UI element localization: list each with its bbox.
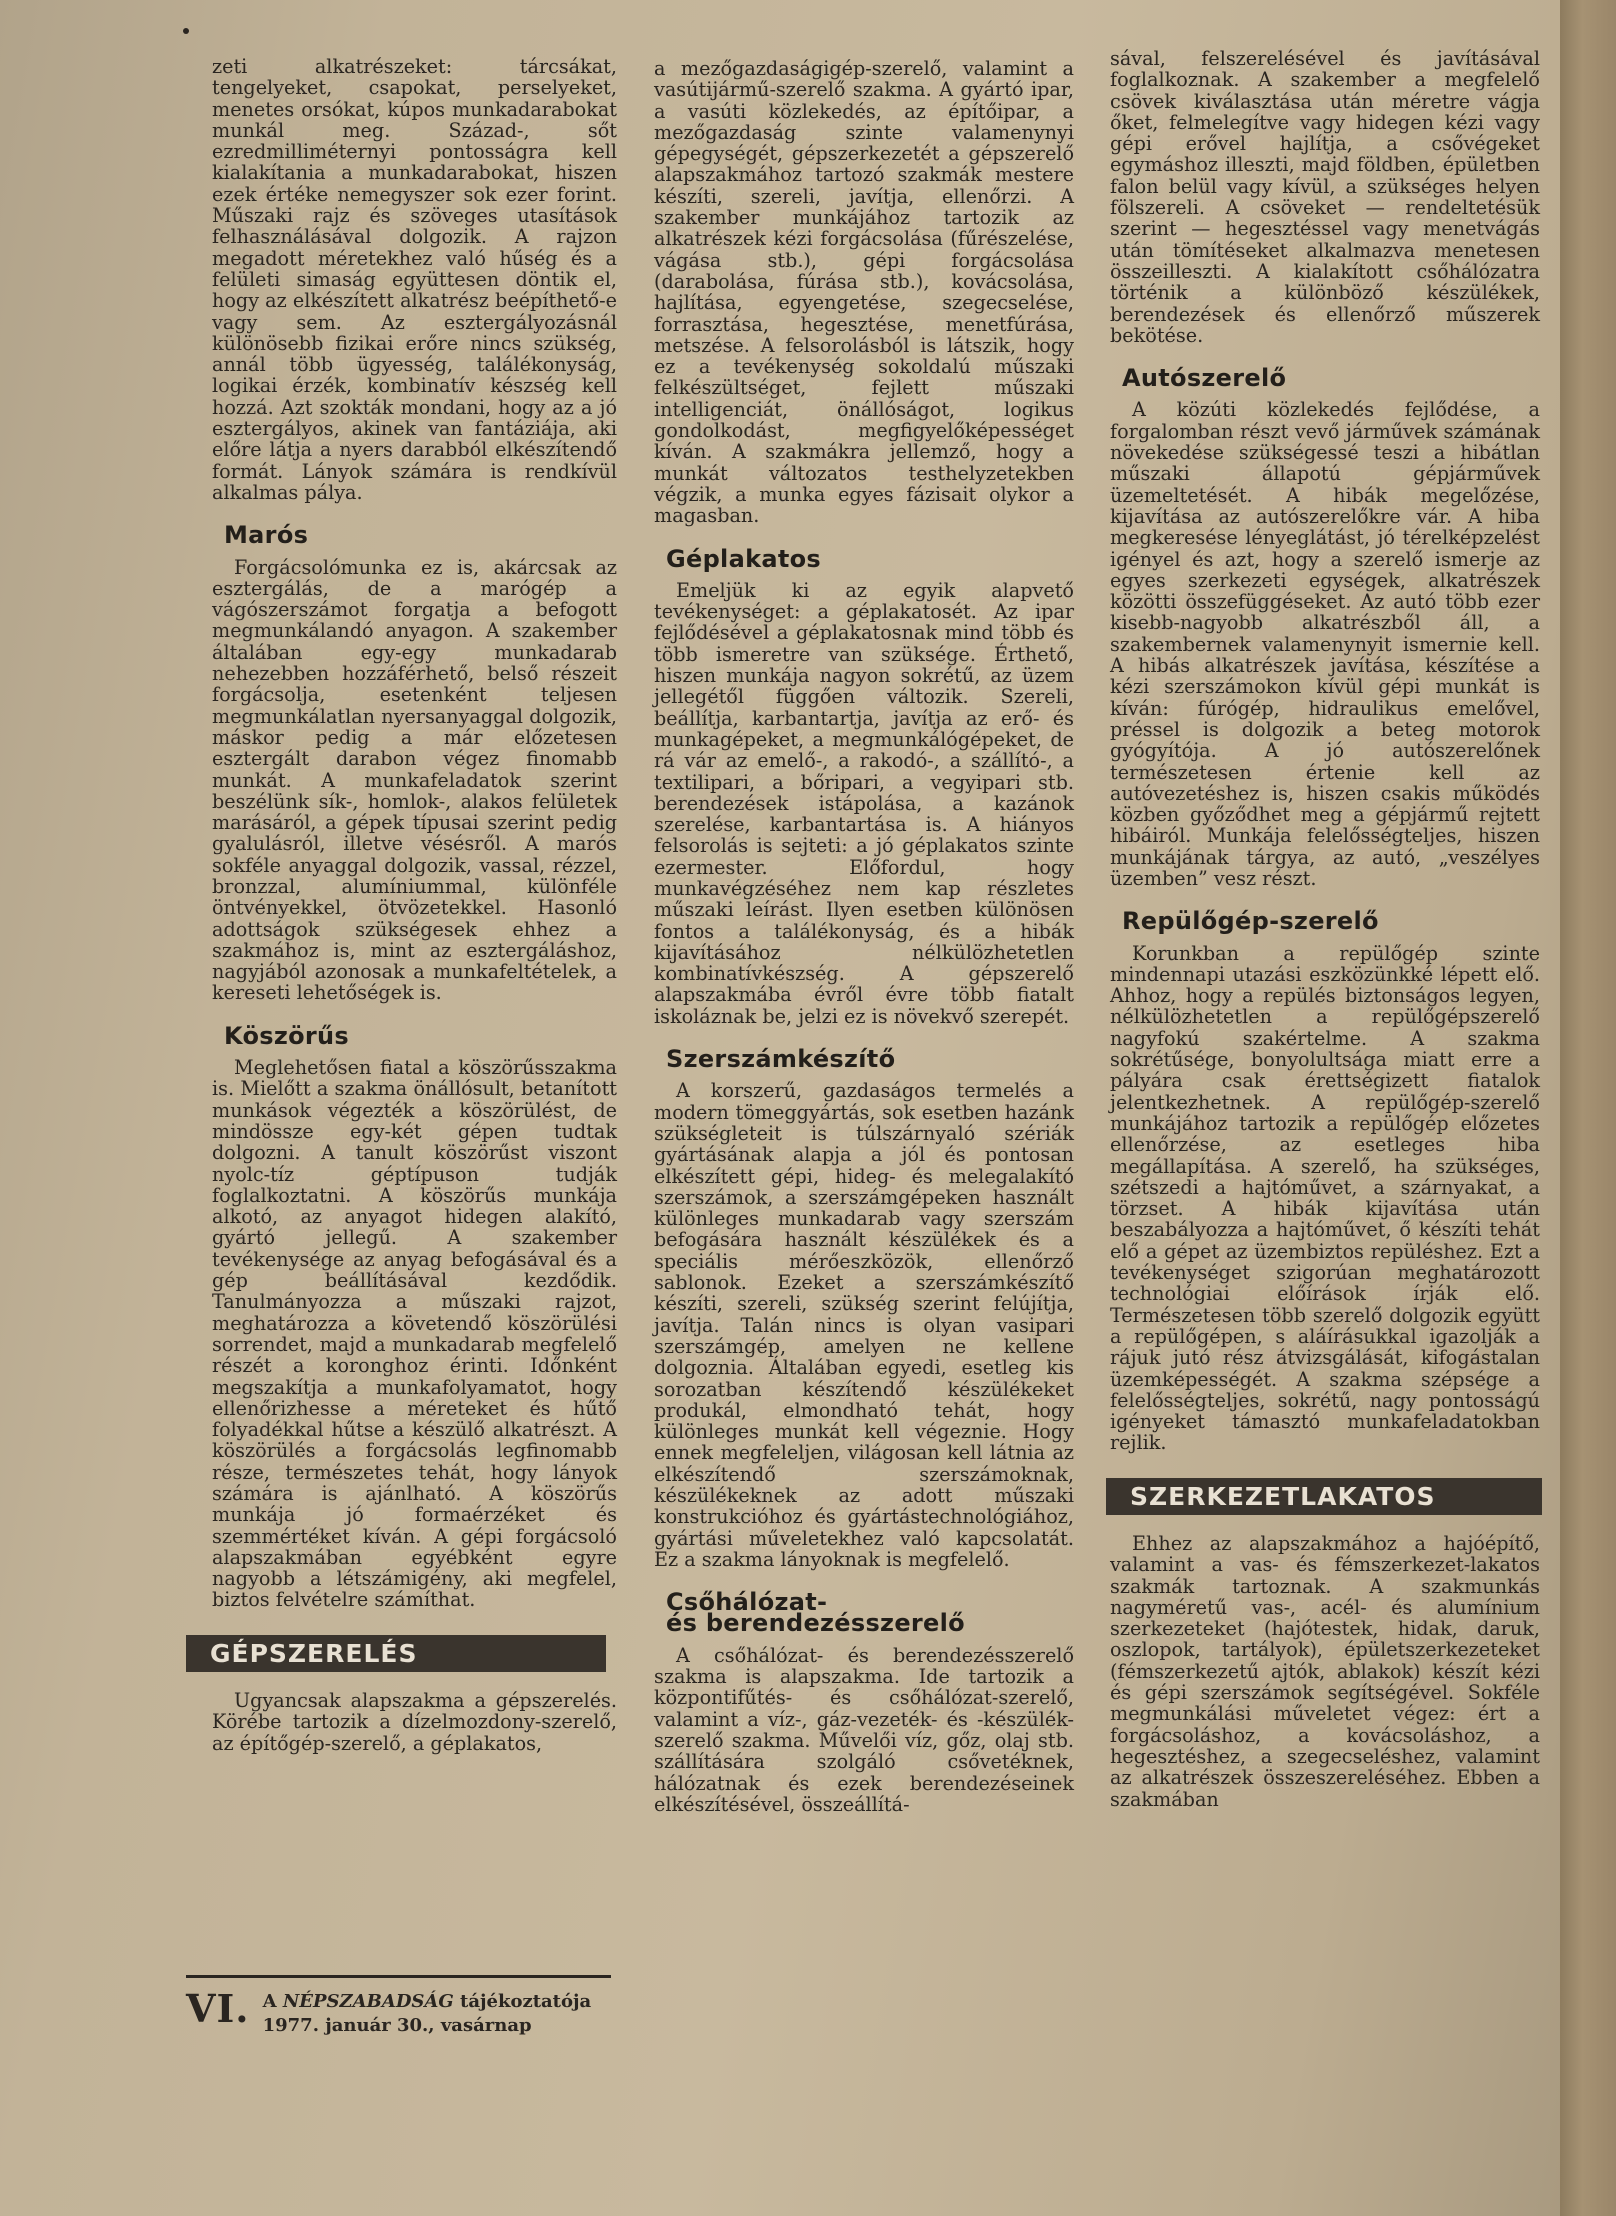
footer-prefix: A [262, 1991, 283, 2012]
section-bar-gepszereles: GÉPSZERELÉS [186, 1635, 606, 1672]
heading-koszorus: Köszörűs [224, 1021, 350, 1050]
heading-maros: Marós [224, 521, 309, 550]
heading-csohalozat-line2: és berendezésszerelő [666, 1609, 965, 1638]
szerkezetlakatos-paragraph: Ehhez az alapszakmához a hajóépítő, valamint a vas- és fémszerkezet-lakatos szakmák tartoznak. A szakmunkás nagyméretű vas-, acél- és alumínium szerkezeteket (hajótestek, hidak, daruk, oszlopok, tartályok), épületszerkezeteket (fémszerkezetű ajtók, ablakok) készít kézi és gépi szerszámok segítségével. Sokféle megmunkálási műveletet végez: ért a forgácsoláshoz, a kovácsoláshoz, a hegesztéshez, a szegecseléshez, valamint az alkatrészek összeszereléséhez. Ebben a szakmában [1110, 1532, 1540, 1811]
gepszereles-paragraph: Ugyancsak alapszakma a gépszerelés. Körébe tartozik a dízelmozdony-szerelő, az építőgép-szerelő, a géplakatos, [212, 1689, 617, 1755]
autoszerelo-paragraph: A közúti közlekedés fejlődése, a forgalomban részt vevő járművek számának növekedése szükségessé teszi a hibátlan műszaki állapotú gépjárművek üzemeltetését. A hibák megelőzése, kijavítása az autószerelőkre vár. A hiba megkeresése lényeglátást, jó térelképzelést igényel és azt, hogy a szerelő ismerje az egyes szerkezeti egységek, alkatrészek közötti összefüggéseket. Az autó több ezer kisebb-nagyobb alkatrészből áll, a szakembernek valamenynyit ismernie kell. A hibás alkatrészek javítása, készítése a kézi szerszámokon kívül gépi munkát is kíván: fúrógép, hidraulikus emelővel, préssel is dolgozik a beteg motorok gyógyítója. A jó autószerelőnek természetesen értenie kell az autóvezetéshez is, hiszen csakis működés közben győződhet meg a gépjármű rejtett hibáiról. Munkája felelősségteljes, hiszen munkájának tárgya, az autó, „veszélyes üzemben” vesz részt. [1110, 398, 1540, 890]
csohalozat-paragraph: A csőhálózat- és berendezésszerelő szakma is alapszakma. Ide tartozik a központifűtés- és csőhálózat-szerelő, valamint a víz-, gáz-vezeték- és -készülék-szerelő szakma. Művelői víz, gőz, olaj stb. szállítására szolgáló csővetéknek, hálózatnak és ezek berendezéseinek elkészítésével, összeállítá- [654, 1643, 1074, 1816]
newspaper-name: NÉPSZABADSÁG [282, 1991, 454, 2012]
repulogep-paragraph: Korunkban a repülőgép szinte mindennapi utazási eszközünkké lépett elő. Ahhoz, hogy a repülés biztonságos legyen, nélkülözhetetlen a repülőgépszerelő nagyfokú szakértelme. A szakma sokrétűsége, bonyolultsága miatt erre a pályára csak érettségizett fiatalok jelentkezhetnek. A repülőgép-szerelő munkájához tartozik a repülőgép előzetes ellenőrzése, az esetleges hiba megállapítása. A szerelő, ha szükséges, szétszedi a hajtóművet, a szárnyakat, a törzset. A hibák kijavítása után beszabályozza a hajtóművet, ő készíti tehát elő a gépet az üzembiztos repüléshez. Ezt a tevékenységet szigorúan meghatározott technológiai előírások írják elő. Természetesen több szerelő dolgozik együtt a repülőgépen, s aláírásukkal igazolják a rájuk jutó rész átvizsgálását, kifogástalan üzemképességét. A szakma szépsége a felelősségteljes, sokrétű, nagy pontosságú igényeket támasztó munkafeladatokban rejlik. [1110, 941, 1540, 1455]
column-1 [212, 56, 617, 1754]
section-bar-szerkezetlakatos: SZERKEZETLAKATOS [1106, 1478, 1542, 1515]
szerszamkeszito-paragraph: A korszerű, gazdaságos termelés a modern tömeggyártás, sok esetben hazánk szükségleteit is túlszárnyaló szériák gyártásának alapja a jól és pontosan elkészített gépi, hideg- és melegalakító szerszámok, a szerszámgépeken használt különleges munkadarab vagy szerszám befogására használt készülékek és a speciális mérőeszközök, ellenőrző sablonok. Ezeket a szerszámkészítő készíti, szereli, szükség szerint felújítja, javítja. Talán nincs is olyan vasipari szerszámgép, amelyen ne kellene dolgoznia. Általában egyedi, esetleg kis sorozatban készítendő készülékeket produkál, elmondható tehát, hogy különleges munkát kell végeznie. Hogy ennek megfeleljen, világosan kell látnia az elkészítendő szerszámoknak, készülékeknek az adott műszaki konstrukcióhoz és gyártástechnológiához, gyártási műveletekhez való kapcsolatát. Ez a szakma lányoknak is megfelelő. [654, 1079, 1074, 1571]
print-dot [183, 28, 189, 34]
geplakatos-paragraph: Emeljük ki az egyik alapvető tevékenységet: a géplakatosét. Az ipar fejlődésével a géplakatosnak mind több és több ismeretre van szüksége. Érthető, hiszen munkája nagyon sokrétű, az üzem jellegétől függően változik. Szereli, beállítja, karbantartja, javítja az erő- és munkagépeket, a megmunkálógépeket, de rá vár az emelő-, a rakodó-, a szállító-, a textilipari, a bőripari, a vegyipari stb. berendezések istápolása, a kazánok szerelése, karbantartása is. A hiányos felsorolás is sejteti: a jó géplakatos szinte ezermester. Előfordul, hogy munkavégzéséhez nem kap részletes műszaki leírást. Ilyen esetben különösen fontos a találékonyság, és a hibák kijavításához nélkülözhetetlen kombinatívkészség. A gépszerelő alapszakmába évről évre több fiatalt iskoláznak be, jelzi ez is növekvő szerepét. [654, 578, 1074, 1028]
next-page-edge [1560, 0, 1616, 2216]
heading-autoszerelo: Autószerelő [1122, 364, 1287, 393]
page-number-roman: VI. [186, 1986, 250, 2031]
footer-text [263, 1990, 592, 2038]
gepszereles-continued-paragraph: a mezőgazdaságigép-szerelő, valamint a vasútijármű-szerelő szakma. A gyártó ipar, a vasúti közlekedés, az építőipar, a mezőgazdaság szinte valamenynyi gépegységét, gépszerkezetét a gépszerelő alapszakmához tartozó szakmák mestere készíti, szereli, javítja, ellenőrzi. A szakember munkájához tartozik az alkatrészek kézi forgácsolása (fűrészelése, vágása stb.), gépi forgácsolása (darabolása, fúrása stb.), kovácsolása, hajlítása, egyengetése, szegecselése, forrasztása, hegesztése, menetfúrása, metszése. A felsorolásból is látszik, hogy ez a tevékenység sokoldalú műszaki felkészültséget, fejlett műszaki intelligenciát, önállóságot, logikus gondolkodást, megfigyelőképességet kíván. A szakmákra jellemző, hogy a munkát változatos testhelyzetekben végzik, a munka egyes fázisait olykor a magasban. [654, 57, 1074, 528]
page-footer [186, 1975, 611, 2038]
koszorus-paragraph: Meglehetősen fiatal a köszörűsszakma is. Mielőtt a szakma önállósult, betanított munkások végezték a köszörülést, de mindössze egy-két gépen tudtak dolgozni. A tanult köszörűst viszont nyolc-tíz géptípuson tudják foglalkoztatni. A köszörűs munkája alkotó, az anyagot hidegen alakító, gyártó jellegű. A szakember tevékenysége az anyag befogásával és a gép beállításával kezdődik. Tanulmányozza a műszaki rajzot, meghatározza a követendő köszörülési sorrendet, majd a munkadarab megfelelő részét a koronghoz érinti. Időnként megszakítja a munkafolyamatot, hogy ellenőrizhesse a méreteket és hűtő folyadékkal hűtse a készülő alkatrészt. A köszörülés a forgácsolás legfinomabb része, természetes tehát, hogy lányok számára is ajánlható. A köszörűs munkája jó formaérzéket és szemmértéket kíván. A gépi forgácsoló alapszakmában egyébként egyre nagyobb a létszámigény, aki megfelel, biztos felvételre számíthat. [212, 1056, 617, 1612]
column-3 [1110, 48, 1540, 1810]
esztergalyos-paragraph: zeti alkatrészeket: tárcsákat, tengelyeket, csapokat, perselyeket, menetes orsókat, kúpos munkadarabokat munkál meg. Század-, sőt ezredmilliméternyi pontosságra kell kialakítania a munkadarabokat, hiszen ezek értéke nemegyszer sok ezer forint. Műszaki rajz és szöveges utasítások felhasználásával dolgozik. A rajzon megadott méretekhez való hűség és a felületi simaság együttesen döntik el, hogy az elkészített alkatrész beépíthető-e vagy sem. Az esztergályozásnál különösebb fizikai erőre nincs szükség, annál több ügyesség, találékonyság, logikai érzék, kombinatív készség kell hozzá. Azt szokták mondani, hogy az a jó esztergályos, akinek van fantáziája, aki előre látja a nyers darabból elkészítendő formát. Lányok számára is rendkívül alkalmas pálya. [212, 55, 617, 504]
heading-csohalozat-line1: Csőhálózat- [666, 1588, 828, 1617]
footer-suffix: tájékoztatója [453, 1991, 592, 2012]
footer-date: 1977. január 30., vasárnap [262, 2015, 532, 2036]
heading-repulogep-szerelo: Repülőgép-szerelő [1122, 907, 1379, 936]
maros-paragraph: Forgácsolómunka ez is, akárcsak az esztergálás, de a marógép a vágószerszámot forgatja a befogott megmunkálandó anyagon. A szakember általában egy-egy munkadarab nehezebben hozzáférhető, belső részeit forgácsolja, esetenként teljesen megmunkálatlan nyersanyaggal dolgozik, máskor pedig a már előzetesen esztergált darabon végez finomabb munkát. A munkafeladatok szerint beszélünk sík-, homlok-, alakos felületek marásáról, a gépek típusai szerint pedig gyalulásról, illetve vésésről. A marós sokféle anyaggal dolgozik, vassal, rézzel, bronzzal, alumíniummal, különféle öntvényekkel, ötvözetekkel. Hasonló adottságok szükségesek ehhez a szakmához is, mint az esztergáláshoz, nagyjából azonosak a munkafeltételek, a kereseti lehetőségek is. [212, 555, 617, 1005]
heading-szerszamkeszito: Szerszámkészítő [666, 1045, 896, 1074]
heading-csohalozat [666, 1588, 1074, 1638]
column-2 [654, 58, 1074, 1815]
heading-geplakatos: Géplakatos [666, 544, 821, 573]
csohalozat-continued-paragraph: sával, felszerelésével és javításával foglalkoznak. A szakember a megfelelő csövek kiválasztása után méretre vágja őket, felmelegítve vagy hidegen kézi vagy gépi erővel hajlítja, a csővégeket egymáshoz illeszti, majd földben, épületben falon belül vagy kívül, a szükséges helyen fölszereli. A csöveket — rendeltetésük szerint — hegesztéssel vagy menetvágás után tömítéseket alkalmazva menetesen összeilleszti. A kialakított csőhálózatra történik a különböző készülékek, berendezések és ellenőrző műszerek bekötése. [1110, 47, 1540, 347]
